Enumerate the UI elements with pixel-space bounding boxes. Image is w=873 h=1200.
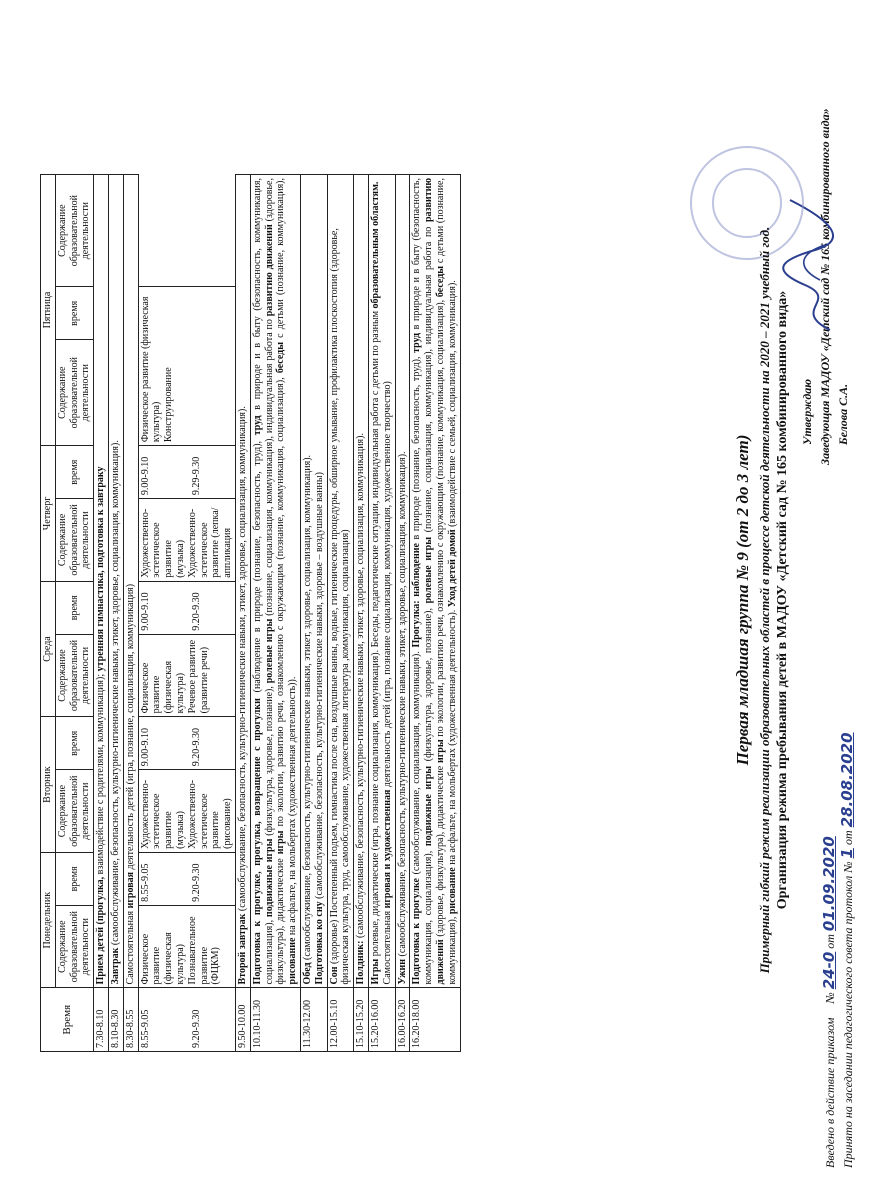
table-row xyxy=(123,175,138,1052)
table-head-row xyxy=(41,175,56,1052)
row-time: 16.00-16.20 xyxy=(395,988,410,1052)
wed-classes: Физическое развитие (физическая культура) Речевое развитие (развитие речи) xyxy=(138,634,235,717)
col-time-header: Время xyxy=(41,988,94,1052)
table-row xyxy=(327,175,354,1052)
day-header-wed: Среда xyxy=(41,581,56,717)
thu-classes: Художественно-эстетическое развитие (музыка) Художественно-эстетическое развитие (лепка/аппликация xyxy=(138,499,235,582)
order-label: Введено в действие приказом xyxy=(823,1017,837,1168)
table-row xyxy=(354,175,369,1052)
protocol-label: Принято на заседании педагогического совета протокол № xyxy=(841,861,855,1168)
table-row xyxy=(250,175,300,1052)
row-time: 16.20-18.00 xyxy=(410,988,460,1052)
wed-times: 9.00-9.10 9.20-9.30 xyxy=(138,717,235,770)
row-content: Самостоятельная игровая деятельность детей (игра, познание, социализация, коммуникация) xyxy=(123,175,138,988)
protocol-date-handwritten: 28.08.2020 xyxy=(838,732,856,828)
row-content: Ужин (самообслуживание, безопасность, культурно-гигиенические навыки, этикет, здоровье, социализация, коммуникация). xyxy=(395,175,410,988)
day-header-mon: Понедельник xyxy=(41,852,56,988)
sub-time-tue: время xyxy=(55,852,93,905)
row-content: Подготовка к прогулке, прогулка, возвращение с прогулки (наблюдение в природе (познание, безопасность, труд), труд в природе и в быту (безопасность, коммуникация, социализация), подвижные игры (физкультура, здоровье, познание), ролевые игры (познание, социализация, коммуникация), индивидуальная работа по развитию движений (здоровье, физкультура), дидактические игры по экологии, развитию речи, ознакомлению с окружающим (познание, коммуникация, социализация), беседы с детьми (познание, коммуникация), рисование на асфальте, на мольбертах (художественная деятельность)). xyxy=(250,175,300,988)
group-title: Первая младшая группа № 9 (от 2 до 3 лет) xyxy=(733,434,752,766)
sub-time-fri: время xyxy=(55,446,93,499)
sub-time-fri-b: время xyxy=(55,287,93,340)
doc-subtitle: Примерный гибкий режим реализации образовательных областей в процессе детской деятельности на 2020 – 2021 учебный год. xyxy=(757,226,772,974)
sub-content-wed: Содержание образовательной деятельности xyxy=(55,634,93,717)
sub-content-tue: Содержание образовательной деятельности xyxy=(55,770,93,853)
row-time: 10.10-11.30 xyxy=(250,988,300,1052)
table-row xyxy=(368,175,395,1052)
table-row xyxy=(300,175,327,1052)
row-content: Полдник: (самообслуживание, безопасность, культурно-гигиенические навыки, этикет, здоровье, социализация, коммуникация). xyxy=(354,175,369,988)
row-time: 8.55-9.05 9.20-9.30 xyxy=(138,988,235,1052)
classes-row xyxy=(138,175,235,1052)
row-content: Подготовка к прогулке (самообслуживание, социализация, коммуникация). Прогулка: наблюдение в природе (познание, безопасность, труд), труд в природе и в быту (безопасность, коммуникация, социализация), подвижные игры (физкультура, здоровье, познание), ролевые игры (познание, социализация, коммуникация), индивидуальная работа по развитию движений (здоровье, физкультура), дидактические игры по экологии, развитию речи, ознакомлению с окружающим (познание, коммуникация, социализация), беседы с детьми (познание, коммуникация), рисование на асфальте, на мольбертах (художественная деятельность). Уход детей домой (взаимодействие с семьей, социализация, коммуникация). xyxy=(410,175,460,988)
sub-time-thu: время xyxy=(55,581,93,634)
protocol-from-label: от xyxy=(841,830,855,846)
order-date-handwritten: 01.09.2020 xyxy=(820,836,838,932)
tue-classes: Художественно-эстетическое развитие (музыка) Художественно-эстетическое развитие (рисование) xyxy=(138,770,235,853)
protocol-line xyxy=(838,732,856,1168)
director-line: Заведующая МАДОУ «Детский сад № 165 комбинированного вида» xyxy=(818,108,832,465)
table-row xyxy=(395,175,410,1052)
fri-times: 9.00-9.10 9.29-9.30 xyxy=(138,446,235,499)
schedule-table xyxy=(40,174,461,1052)
sub-content-fri-a: Содержание образовательной деятельности xyxy=(55,340,93,446)
order-from-label: от xyxy=(823,934,837,949)
row-time: 9.50-10.00 xyxy=(235,988,250,1052)
thu-times: 9.00-9.10 9.20-9.30 xyxy=(138,581,235,634)
director-name: Белова С.А. xyxy=(836,383,850,445)
order-number-handwritten: 24-0 xyxy=(820,951,838,990)
table-row xyxy=(108,175,123,1052)
row-content: Прием детей (прогулка, взаимодействие с родителями, коммуникация); утренняя гимнастика, подготовка к завтраку xyxy=(94,175,109,988)
row-time: 15.10-15.20 xyxy=(354,988,369,1052)
sub-content-mon: Содержание образовательной деятельности xyxy=(55,905,93,988)
sub-content-fri-b: Содержание образовательной деятельности xyxy=(55,175,93,287)
mon-classes: Физическое развитие (физическая культура) Познавательное развитие (ФЦКМ) xyxy=(138,905,235,988)
approved-label: Утверждаю xyxy=(800,378,814,445)
table-row xyxy=(94,175,109,1052)
row-time: 8.30-8.55 xyxy=(123,988,138,1052)
sub-time-wed: время xyxy=(55,717,93,770)
sub-content-thu: Содержание образовательной деятельности xyxy=(55,499,93,582)
tue-times: 8.55-9.05 9.20-9.30 xyxy=(138,852,235,905)
protocol-number-handwritten: 1 xyxy=(838,848,856,859)
row-time: 11.30-12.00 xyxy=(300,988,327,1052)
fri-classes: Физическое развитие (физическая культура) Конструирование xyxy=(138,287,235,446)
order-line xyxy=(820,836,838,1168)
row-content: Обед (самообслуживание, безопасность, культурно-гигиенические навыки, этикет, здоровье, социализация, коммуникация). Подготовка ко сну (самообслуживание, безопасность, культурно-гигиенические навыки, здоровье – воздушные ванны) xyxy=(300,175,327,988)
row-time: 7.30-8.10 xyxy=(94,988,109,1052)
row-content: Сон (здоровье) Постепенный подъем, гимнастика после сна, воздушные ванны, водные, гигиенические процедуры, обширное умывание, профилактика плоскостопия (здоровье, физическая культура, труд, самообслуживание, художественная литература ,коммуникация, социализация) xyxy=(327,175,354,988)
day-header-thu: Четверг xyxy=(41,446,56,582)
row-content: Второй завтрак (самообслуживание, безопасность, культурно-гигиенические навыки, этикет, здоровье, социализация, коммуникация). xyxy=(235,175,250,988)
row-content: Игры ролевые, дидактические (игра, познание социализация, коммуникация). Беседы, педагогические ситуации, индивидуальная работа с детьми по разным образовательным областям. Самостоятельная игровая и художественная деятельность детей (игра, познание социализация, коммуникация, художественное творчество) xyxy=(368,175,395,988)
table-subhead-row xyxy=(55,175,93,1052)
row-time: 15.20-16.00 xyxy=(368,988,395,1052)
day-header-fri: Пятница xyxy=(41,175,56,446)
row-time: 8.10-8.30 xyxy=(108,988,123,1052)
doc-title: Организация режима пребывания детей в МАДОУ «Детский сад № 165 комбинированного вида» xyxy=(775,290,790,910)
order-num-label: № xyxy=(823,992,837,1004)
table-row xyxy=(235,175,250,1052)
table-row xyxy=(410,175,460,1052)
row-time: 12.00-15.10 xyxy=(327,988,354,1052)
row-content: Завтрак (самообслуживание, безопасность, культурно-гигиенические навыки, этикет, здоровье, социализация, коммуникация). xyxy=(108,175,123,988)
day-header-tue: Вторник xyxy=(41,717,56,853)
